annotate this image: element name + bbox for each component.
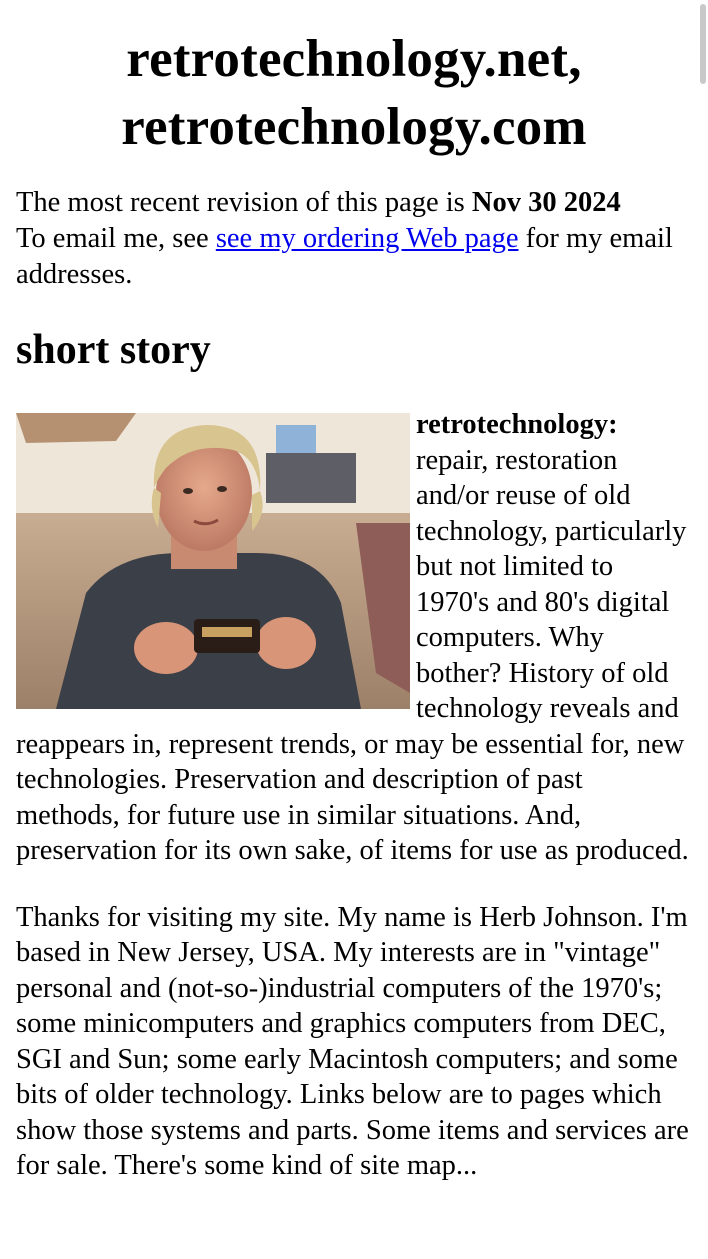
portrait-photo [16,413,410,709]
scrollbar-thumb[interactable] [700,4,706,84]
revision-prefix: The most recent revision of this page is [16,187,472,218]
email-prefix: To email me, see [16,223,216,254]
story-paragraph [16,407,692,869]
portrait-image [16,413,410,709]
story-term: retrotechnology: [416,409,618,440]
section-heading: short story [16,327,211,373]
revision-notice [16,185,692,293]
intro-paragraph: Thanks for visiting my site. My name is Herb Johnson. I'm based in New Jersey, USA. My interests are in "vintage" personal and (not-so-)industrial computers of the 1970's; some minicomputers and graphics computers from DEC, SGI and Sun; some early Macintosh computers; and some bits of older technology. Links below are to pages which show those systems and parts. Some items and services are for sale. There's some kind of site map... [16,901,689,1181]
revision-date: Nov 30 2024 [471,187,621,218]
vertical-scrollbar[interactable] [698,0,708,1259]
site-title-line2: retrotechnology.com [121,98,587,156]
site-title-line1: retrotechnology.net, [126,30,582,88]
ordering-page-link[interactable]: see my ordering Web page [215,223,519,254]
story-definition: repair, restoration and/or reuse of old technology, particularly but not limited to 1970's and 80's digital computers. Why bother? History of old technology reveals and reappears in, represent trends, or may be essential for, new technologies. Preservation and description of past methods, for future use in similar situations. And, preservation for its own sake, of items for use as produced. [16,444,689,866]
site-title [16,25,692,161]
page-content [16,0,692,1184]
email-suffix: for my email addresses. [16,223,673,290]
